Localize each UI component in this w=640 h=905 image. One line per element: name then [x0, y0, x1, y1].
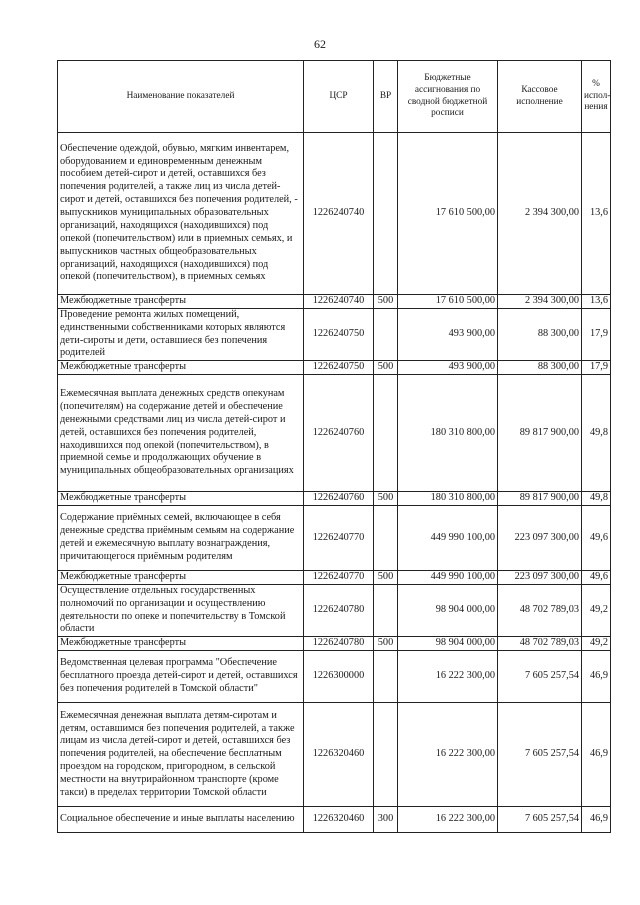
- table-row: [58, 807, 611, 833]
- cell-csr: 1226240750: [304, 308, 374, 360]
- cell-name: Межбюджетные трансферты: [58, 571, 304, 585]
- cell-name: Межбюджетные трансферты: [58, 361, 304, 375]
- cell-budget: 16 222 300,00: [398, 807, 498, 833]
- cell-csr: 1226240740: [304, 295, 374, 309]
- cell-vr: [374, 584, 398, 636]
- cell-kassa: 2 394 300,00: [498, 133, 582, 295]
- header-pct: % испол-нения: [582, 61, 611, 133]
- cell-budget: 98 904 000,00: [398, 637, 498, 651]
- table-row: [58, 375, 611, 492]
- cell-pct: 49,6: [582, 506, 611, 571]
- cell-kassa: 88 300,00: [498, 361, 582, 375]
- cell-pct: 17,9: [582, 308, 611, 360]
- header-row: [58, 61, 611, 133]
- cell-name: Ведомственная целевая программа "Обеспечение бесплатного проезда детей-сирот и детей, оставшихся без попечения родителей в Томской области": [58, 651, 304, 703]
- header-csr: ЦСР: [304, 61, 374, 133]
- cell-budget: 98 904 000,00: [398, 584, 498, 636]
- header-name: Наименование показателей: [58, 61, 304, 133]
- cell-csr: 1226320460: [304, 703, 374, 807]
- cell-csr: 1226320460: [304, 807, 374, 833]
- cell-pct: 13,6: [582, 133, 611, 295]
- cell-csr: 1226240740: [304, 133, 374, 295]
- table-row: [58, 295, 611, 309]
- cell-kassa: 7 605 257,54: [498, 651, 582, 703]
- cell-vr: 500: [374, 571, 398, 585]
- table-row: [58, 571, 611, 585]
- cell-vr: [374, 308, 398, 360]
- cell-pct: 46,9: [582, 651, 611, 703]
- cell-kassa: 7 605 257,54: [498, 703, 582, 807]
- table-row: [58, 703, 611, 807]
- cell-budget: 16 222 300,00: [398, 703, 498, 807]
- cell-pct: 49,8: [582, 375, 611, 492]
- cell-kassa: 7 605 257,54: [498, 807, 582, 833]
- cell-pct: 13,6: [582, 295, 611, 309]
- cell-vr: [374, 703, 398, 807]
- cell-vr: 500: [374, 637, 398, 651]
- cell-kassa: 2 394 300,00: [498, 295, 582, 309]
- cell-budget: 449 990 100,00: [398, 571, 498, 585]
- cell-vr: 500: [374, 361, 398, 375]
- cell-csr: 1226240770: [304, 506, 374, 571]
- cell-budget: 17 610 500,00: [398, 133, 498, 295]
- cell-kassa: 223 097 300,00: [498, 571, 582, 585]
- table-row: [58, 133, 611, 295]
- cell-pct: 49,8: [582, 492, 611, 506]
- cell-pct: 46,9: [582, 703, 611, 807]
- cell-budget: 449 990 100,00: [398, 506, 498, 571]
- cell-vr: [374, 133, 398, 295]
- cell-name: Ежемесячная денежная выплата детям-сиротам и детям, оставшимся без попечения родителей, а также лицам из числа детей-сирот и детей, оставшихся без попечения родителей, на обеспечение бесплатным проездом на городском, пригородном, в сельской местности на внутрирайонном транспорте (кроме такси) в пределах территории Томской области: [58, 703, 304, 807]
- cell-name: Социальное обеспечение и иные выплаты населению: [58, 807, 304, 833]
- cell-csr: 1226240760: [304, 492, 374, 506]
- cell-name: Межбюджетные трансферты: [58, 492, 304, 506]
- cell-csr: 1226240770: [304, 571, 374, 585]
- cell-name: Содержание приёмных семей, включающее в себя денежные средства приёмным семьям на содержание детей и ежемесячную выплату вознаграждения, причитающегося приёмным родителям: [58, 506, 304, 571]
- table-row: [58, 637, 611, 651]
- table-body: [58, 133, 611, 833]
- header-budget: Бюджетные ассигнования по сводной бюджетной росписи: [398, 61, 498, 133]
- cell-vr: 500: [374, 492, 398, 506]
- cell-csr: 1226240760: [304, 375, 374, 492]
- header-vr: ВР: [374, 61, 398, 133]
- cell-pct: 46,9: [582, 807, 611, 833]
- cell-kassa: 88 300,00: [498, 308, 582, 360]
- cell-name: Межбюджетные трансферты: [58, 295, 304, 309]
- cell-budget: 493 900,00: [398, 361, 498, 375]
- cell-pct: 17,9: [582, 361, 611, 375]
- cell-csr: 1226240780: [304, 584, 374, 636]
- cell-kassa: 89 817 900,00: [498, 375, 582, 492]
- budget-table: [57, 60, 611, 833]
- table-row: [58, 584, 611, 636]
- table-row: [58, 308, 611, 360]
- cell-name: Ежемесячная выплата денежных средств опекунам (попечителям) на содержание детей и обеспечение денежными средствами лиц из числа детей-сирот и детей, оставшихся без попечения родителей, находившихся под опекой (попечительством), в приемной семье и продолжающих обучение в муниципальных общеобразовательных организациях: [58, 375, 304, 492]
- cell-pct: 49,2: [582, 637, 611, 651]
- cell-vr: [374, 651, 398, 703]
- cell-vr: [374, 506, 398, 571]
- table-row: [58, 492, 611, 506]
- cell-kassa: 223 097 300,00: [498, 506, 582, 571]
- cell-pct: 49,6: [582, 571, 611, 585]
- cell-budget: 16 222 300,00: [398, 651, 498, 703]
- cell-name: Межбюджетные трансферты: [58, 637, 304, 651]
- cell-budget: 180 310 800,00: [398, 375, 498, 492]
- cell-csr: 1226240780: [304, 637, 374, 651]
- table-row: [58, 506, 611, 571]
- cell-vr: [374, 375, 398, 492]
- page-number: 62: [314, 37, 326, 51]
- cell-vr: 300: [374, 807, 398, 833]
- cell-kassa: 48 702 789,03: [498, 584, 582, 636]
- cell-name: Осуществление отдельных государственных полномочий по организации и осуществлению деятельности по опеке и попечительству в Томской области: [58, 584, 304, 636]
- cell-name: Обеспечение одеждой, обувью, мягким инвентарем, оборудованием и единовременным денежным пособием детей-сирот и детей, оставшихся без попечения родителей, а также лиц из числа детей-сирот и детей, оставшихся без попечения родителей, - выпускников муниципальных образовательных организаций, находящихся (находившихся) под опекой (попечительством) или в приемных семьях, и выпускников частных общеобразовательных организаций, находящихся (находившихся) под опекой (попечительством), в приемных семьях: [58, 133, 304, 295]
- cell-pct: 49,2: [582, 584, 611, 636]
- table-row: [58, 651, 611, 703]
- cell-vr: 500: [374, 295, 398, 309]
- cell-csr: 1226240750: [304, 361, 374, 375]
- cell-kassa: 89 817 900,00: [498, 492, 582, 506]
- header-kassa: Кассовое исполнение: [498, 61, 582, 133]
- cell-budget: 180 310 800,00: [398, 492, 498, 506]
- cell-csr: 1226300000: [304, 651, 374, 703]
- cell-kassa: 48 702 789,03: [498, 637, 582, 651]
- cell-budget: 17 610 500,00: [398, 295, 498, 309]
- cell-name: Проведение ремонта жилых помещений, единственными собственниками которых являются дети-сироты и дети, оставшиеся без попечения родителей: [58, 308, 304, 360]
- cell-budget: 493 900,00: [398, 308, 498, 360]
- table-row: [58, 361, 611, 375]
